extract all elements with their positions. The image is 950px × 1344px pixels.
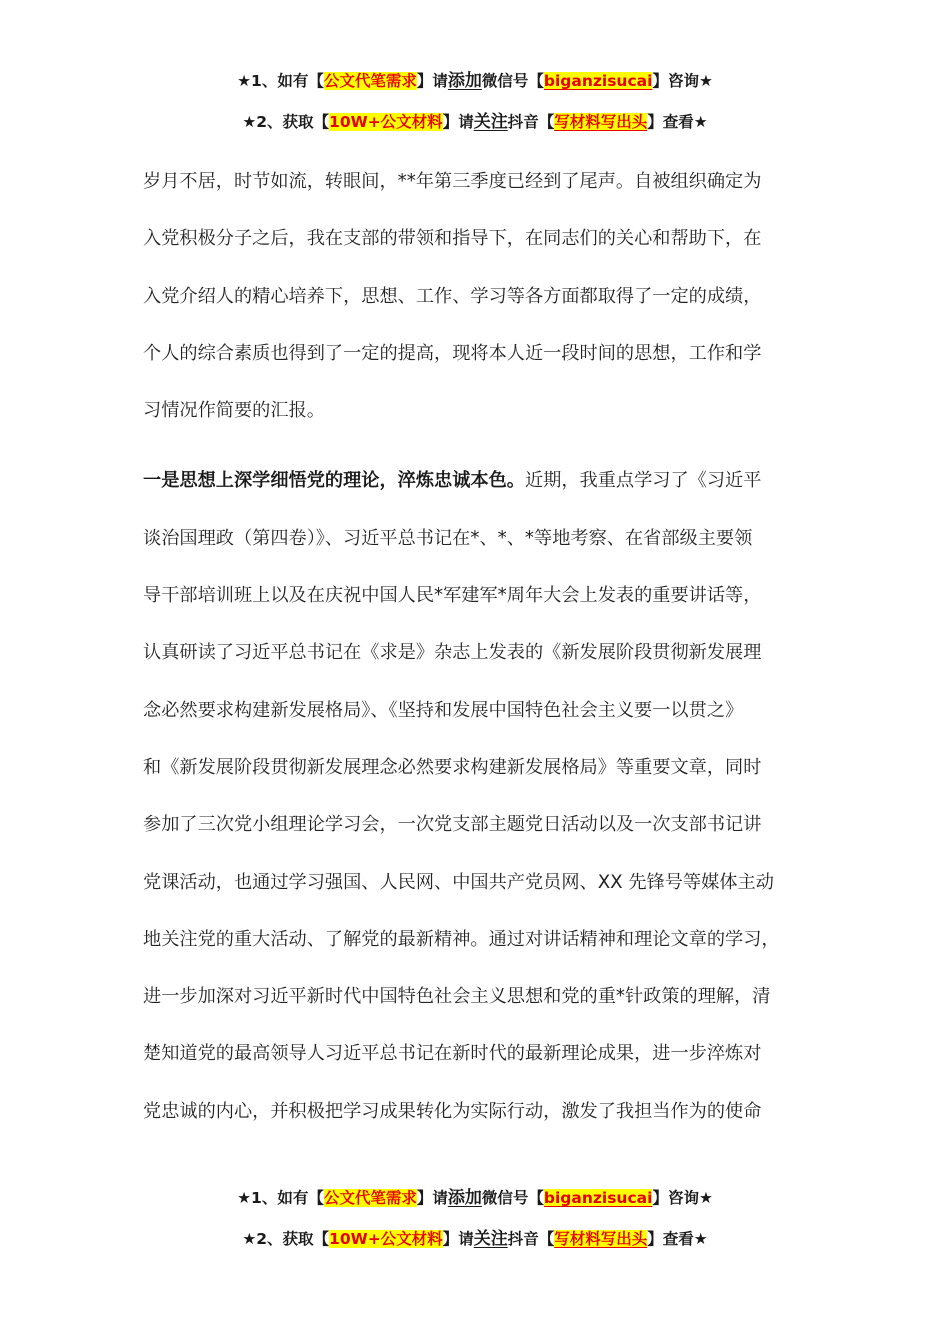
banner-text: 抖音【: [507, 1230, 555, 1248]
action-underlined: 添加: [447, 71, 482, 91]
text-line: 进一步加深对习近平新时代中国特色社会主义思想和党的重*针政策的理解，清: [143, 986, 771, 1008]
banner-suffix: 】咨询★: [652, 72, 713, 90]
banner-text: 】请: [442, 113, 474, 131]
action-underlined: 关注: [473, 112, 508, 132]
material-highlight: 10W+公文材料: [329, 113, 443, 131]
document-body: [143, 160, 823, 1147]
banner-suffix: 】咨询★: [652, 1189, 713, 1207]
bottom-banner-line-1: [0, 1183, 950, 1213]
section-heading: 一是思想上深学细悟党的理论，淬炼忠诚本色。: [143, 470, 525, 492]
text-line: 谈治国理政（第四卷）》、习近平总书记在*、*、*等地考察、在省部级主要领: [143, 527, 753, 549]
text-run: 近期，我重点学习了《习近平: [524, 470, 762, 492]
action-underlined: 添加: [447, 1188, 482, 1208]
text-line: 入党介绍人的精心培养下，思想、工作、学习等各方面都取得了一定的成绩，: [143, 285, 762, 307]
banner-text: 】请: [416, 1189, 448, 1207]
bottom-banner-line-2: [0, 1224, 950, 1254]
text-line: 和《新发展阶段贯彻新发展理念必然要求构建新发展格局》等重要文章，同时: [143, 756, 762, 778]
action-underlined: 关注: [473, 1229, 508, 1249]
material-highlight: 10W+公文材料: [329, 1230, 443, 1248]
banner-text: 微信号【: [481, 1189, 544, 1207]
text-line: 导干部培训班上以及在庆祝中国人民*军建军*周年大会上发表的重要讲话等，: [143, 585, 762, 607]
paragraph-thought: [143, 459, 823, 1147]
banner-text: 】请: [442, 1230, 474, 1248]
banner-suffix: 】查看★: [647, 113, 708, 131]
text-line: 入党积极分子之后，我在支部的带领和指导下，在同志们的关心和帮助下，在: [143, 228, 762, 250]
text-line: 党课活动，也通过学习强国、人民网、中国共产党员网、XX 先锋号等媒体主动: [143, 871, 774, 893]
douyin-id-highlight[interactable]: 写材料写出头: [554, 113, 648, 131]
top-banner-line-2: [0, 107, 950, 137]
top-banner-line-1: [0, 66, 950, 96]
wechat-id-highlight[interactable]: biganzisucai: [543, 72, 653, 90]
text-line: 楚知道党的最高领导人习近平总书记在新时代的最新理论成果，进一步淬炼对: [143, 1043, 762, 1065]
douyin-id-highlight[interactable]: 写材料写出头: [554, 1230, 648, 1248]
text-line: 岁月不居，时节如流，转眼间，**年第三季度已经到了尾声。自被组织确定为: [143, 171, 762, 192]
banner-text: 】请: [416, 72, 448, 90]
service-highlight: 公文代笔需求: [323, 72, 417, 90]
text-line: 党忠诚的内心，并积极把学习成果转化为实际行动，激发了我担当作为的使命: [143, 1100, 762, 1122]
text-line: 地关注党的重大活动、了解党的最新精神。通过对讲话精神和理论文章的学习，: [143, 928, 780, 950]
text-line: 参加了三次党小组理论学习会，一次党支部主题党日活动以及一次支部书记讲: [143, 814, 762, 836]
service-highlight: 公文代笔需求: [323, 1189, 417, 1207]
wechat-id-highlight[interactable]: biganzisucai: [543, 1189, 653, 1207]
banner-suffix: 】查看★: [647, 1230, 708, 1248]
banner-prefix: ★1、如有【: [237, 72, 324, 90]
banner-prefix: ★1、如有【: [237, 1189, 324, 1207]
text-line: 个人的综合素质也得到了一定的提高，现将本人近一段时间的思想，工作和学: [143, 342, 762, 364]
text-line: 念必然要求构建新发展格局》、《坚持和发展中国特色社会主义要一以贯之》: [143, 699, 744, 721]
paragraph-intro: [143, 160, 823, 446]
text-line: 认真研读了习近平总书记在《求是》杂志上发表的《新发展阶段贯彻新发展理: [143, 642, 762, 664]
banner-text: 微信号【: [481, 72, 544, 90]
banner-prefix: ★2、获取【: [242, 1230, 330, 1248]
text-line: 习情况作简要的汇报。: [143, 400, 325, 422]
banner-prefix: ★2、获取【: [242, 113, 330, 131]
text-line: [143, 459, 823, 516]
banner-text: 抖音【: [507, 113, 555, 131]
